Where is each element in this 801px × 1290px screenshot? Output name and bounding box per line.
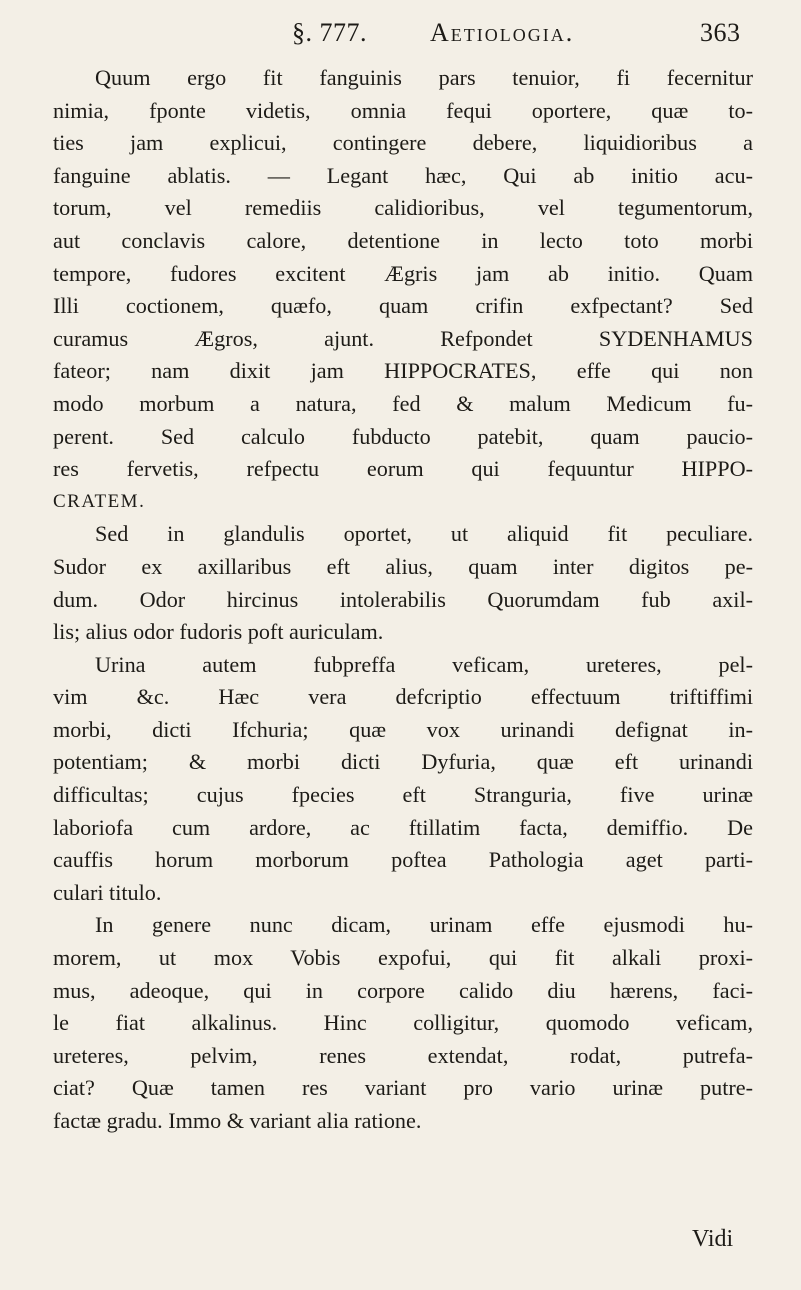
paragraph-2 [53,518,753,648]
text-line: morem, ut mox Vobis expofui, qui fit alkali proxi- [53,945,753,971]
text-line: Urina autem fubpreffa veficam, ureteres, pel- [95,651,753,677]
text-line: ureteres, pelvim, renes extendat, rodat, putrefa- [53,1042,753,1068]
text-line: In genere nunc dicam, urinam effe ejusmodi hu- [95,912,753,938]
text-line: morbi, dicti Ifchuria; quæ vox urinandi defignat in- [53,716,753,742]
text-line: torum, vel remediis calidioribus, vel tegumentorum, [53,195,753,221]
text-line: vim &c. Hæc vera defcriptio effectuum triftiffimi [53,684,753,710]
paragraph-3 [53,649,753,910]
text-line: Quum ergo fit fanguinis pars tenuior, fi fecernitur [95,65,753,90]
text-line: difficultas; cujus fpecies eft Stranguria, five urinæ [53,782,753,808]
text-line: mus, adeoque, qui in corpore calido diu hærens, faci- [53,977,753,1003]
text-line: nimia, fponte videtis, omnia fequi oportere, quæ to- [53,97,753,123]
text-line: fanguine ablatis. — Legant hæc, Qui ab initio acu- [53,162,753,188]
text-line: Sudor ex axillaribus eft alius, quam inter digitos pe- [53,553,753,579]
running-title: Aetiologia. [430,18,575,47]
paragraph-1 [53,62,753,518]
text-line: culari titulo. [53,879,162,905]
text-line: aut conclavis calore, detentione in lecto toto morbi [53,227,753,253]
text-line: fateor; nam dixit jam HIPPOCRATES, effe qui non [53,358,753,384]
text-line: tempore, fudores excitent Ægris jam ab initio. Quam [53,260,753,286]
text-line: lis; alius odor fudoris poft auriculam. [53,619,384,645]
text-line: Sed in glandulis oportet, ut aliquid fit peculiare. [95,521,753,547]
text-line: CRATEM. [53,490,146,512]
text-line: factæ gradu. Immo & variant alia ratione. [53,1108,422,1133]
paragraph-4 [53,909,753,1137]
text-line: curamus Ægros, ajunt. Refpondet SYDENHAMUS [53,325,753,351]
catchword: Vidi [692,1226,734,1252]
running-header [0,12,801,52]
text-line: modo morbum a natura, fed & malum Medicum fu- [53,390,753,416]
text-line: ties jam explicui, contingere debere, liquidioribus a [53,130,753,156]
text-line: dum. Odor hircinus intolerabilis Quorumdam fub axil- [53,586,753,612]
text-line: Illi coctionem, quæfo, quam crifin exfpectant? Sed [53,293,753,319]
page-number: 363 [700,18,741,47]
text-line: perent. Sed calculo fubducto patebit, quam paucio- [53,423,753,449]
section-number: §. 777. [292,18,367,47]
body-text [53,62,753,1138]
text-line: laboriofa cum ardore, ac ftillatim facta, demiffio. De [53,814,753,840]
text-line: ciat? Quæ tamen res variant pro vario urinæ putre- [53,1075,753,1101]
text-line: potentiam; & morbi dicti Dyfuria, quæ eft urinandi [53,749,753,775]
text-line: le fiat alkalinus. Hinc colligitur, quomodo veficam, [53,1010,753,1036]
text-line: res fervetis, refpectu eorum qui fequuntur HIPPO- [53,456,753,482]
text-line: cauffis horum morborum poftea Pathologia aget parti- [53,847,753,873]
